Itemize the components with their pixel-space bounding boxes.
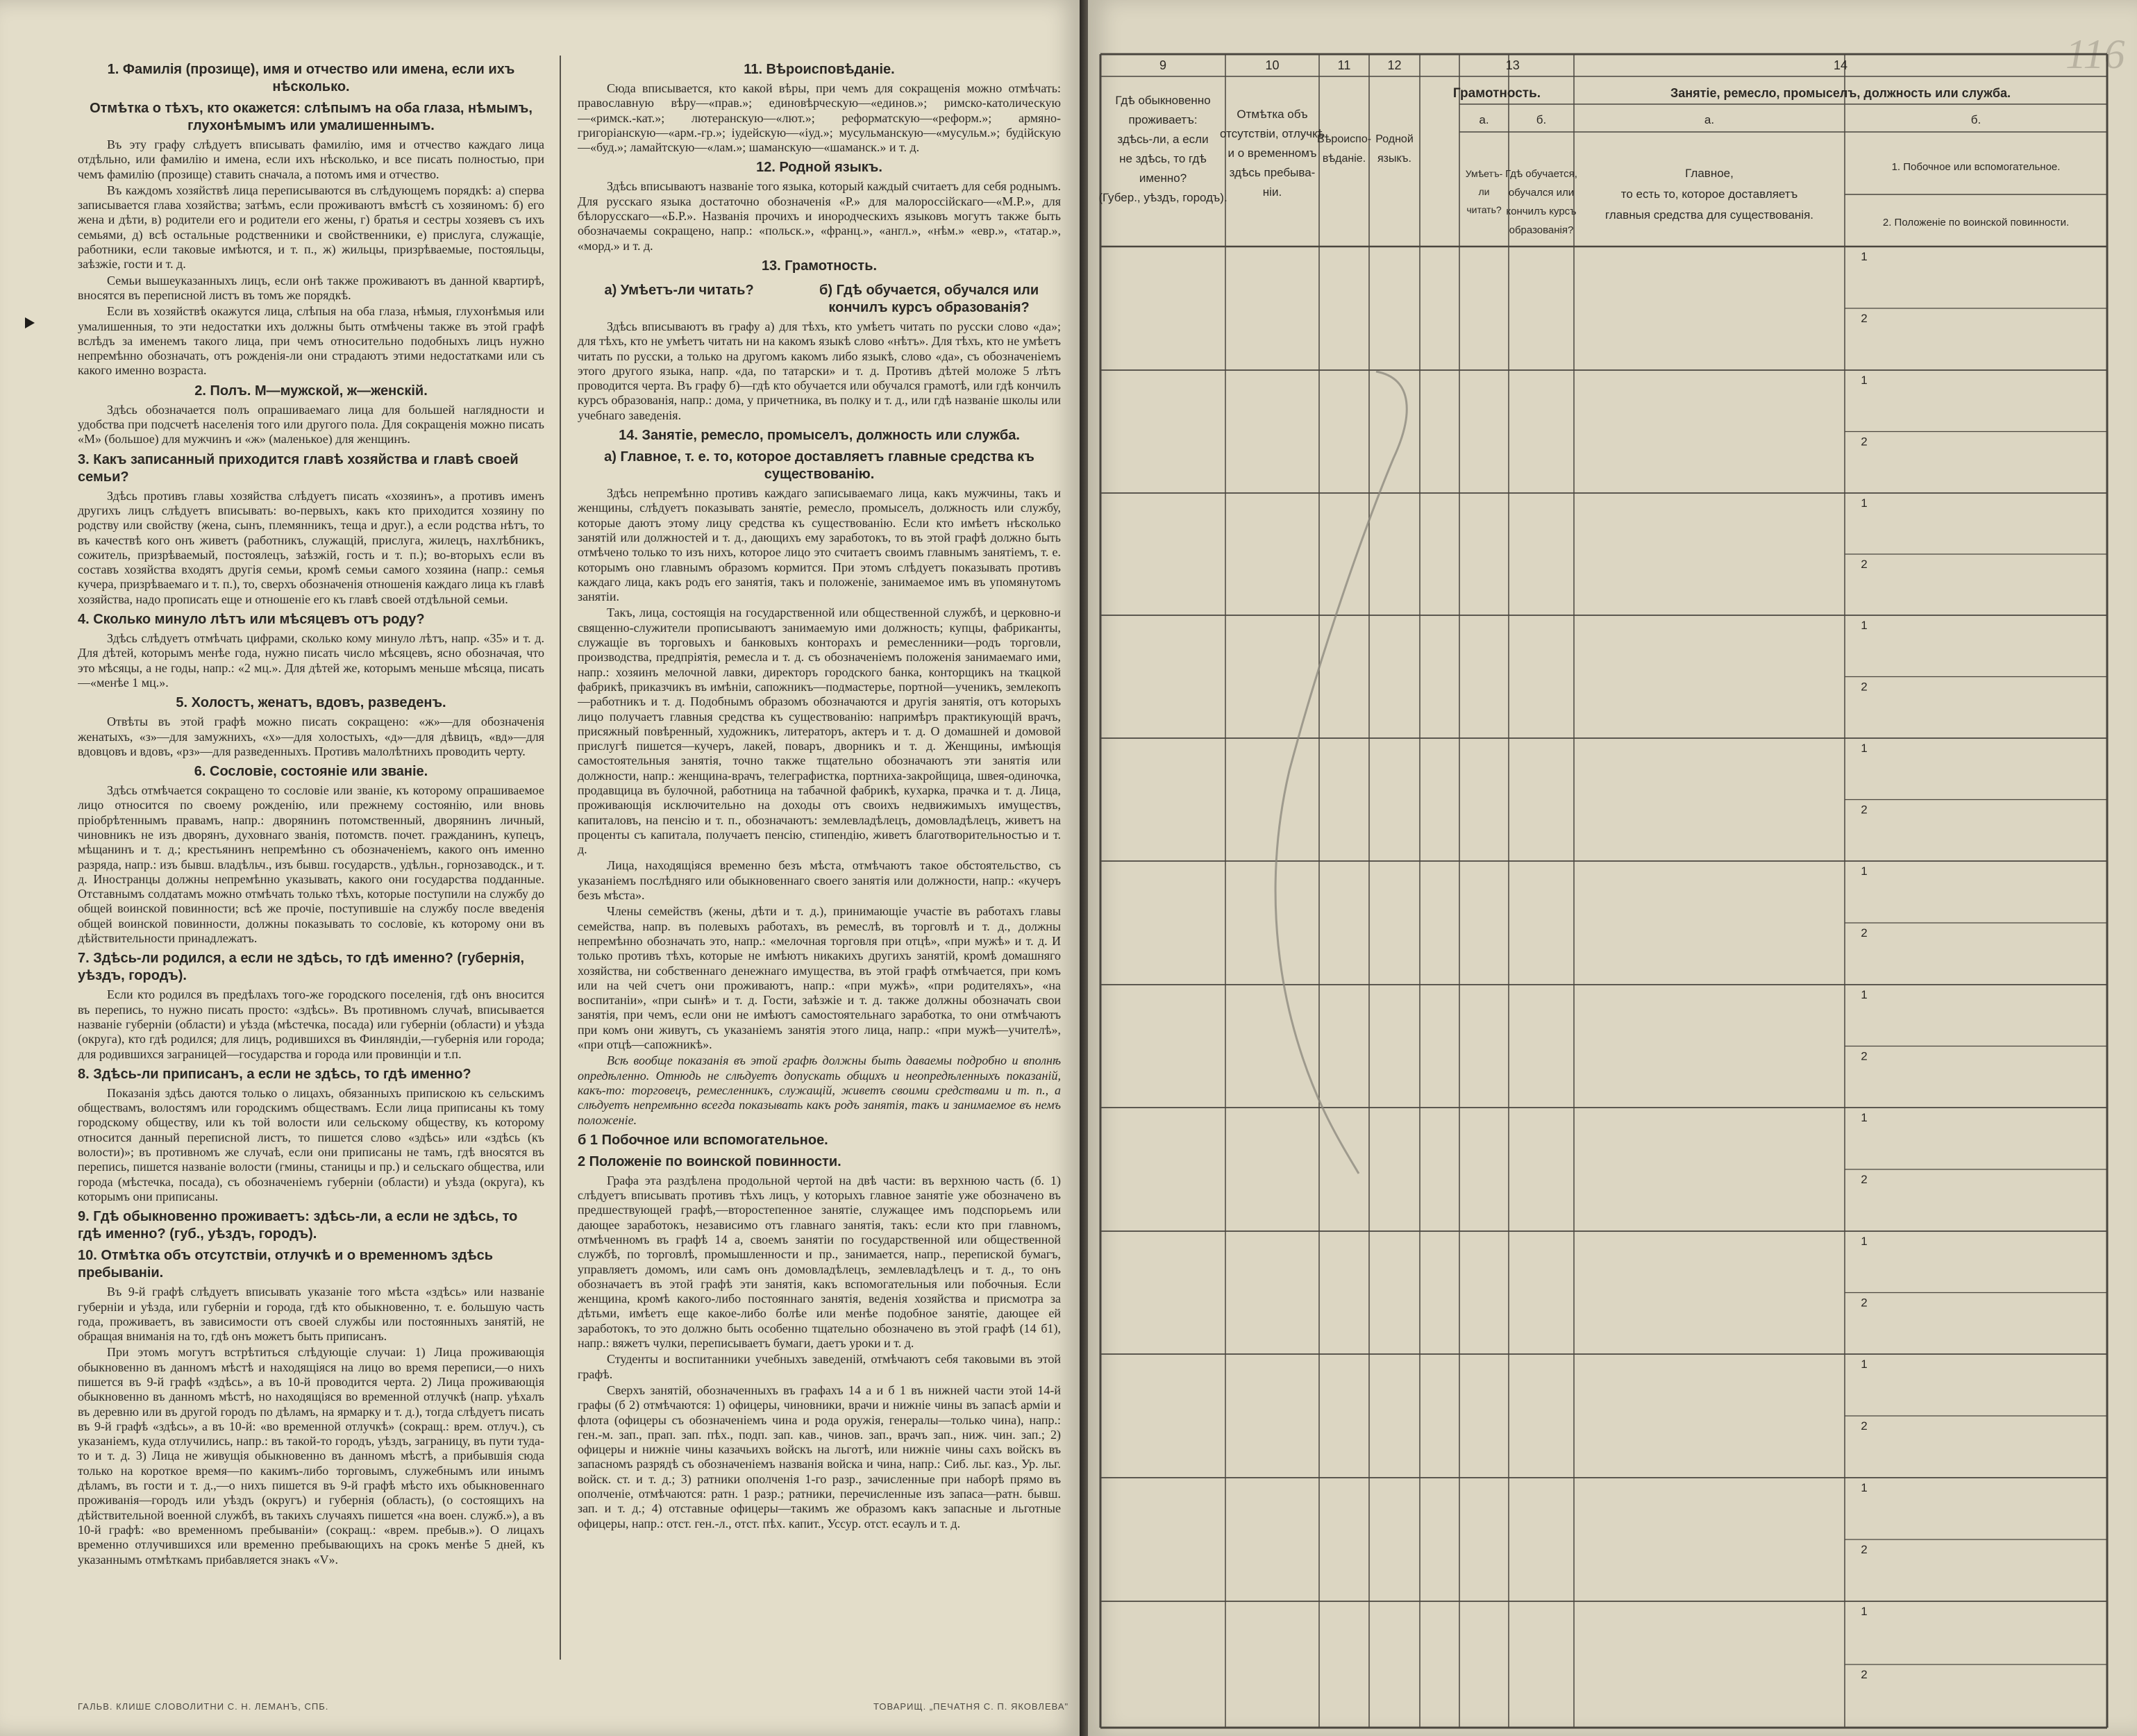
sub-row-label-1: 1 [1861,742,1868,755]
col10-header: Отмѣтка объ [1237,108,1308,121]
section-14-text: Здѣсь непремѣнно противъ каждаго записываемаго лица, какъ мужчины, такъ и женщины, слѣдуетъ показывать занятіе, ремесло, промыселъ, должность или службу, которые даютъ этому лицу средства къ существованію. Если кто имѣетъ нѣсколько занятій или должностей и т. д., дающихъ ему заработокъ, то въ этой графѣ должно быть отмѣчено только то изъ нихъ, которое лицо это считаетъ своимъ главнымъ занятіемъ, т. е. которымъ оно главнымъ образомъ кормится. При этомъ слѣдуетъ показывать противъ каждаго лица, какъ родъ его занятія, такъ и положеніе, занимаемое имъ въ упомянутомъ занятіи. [578,486,1061,604]
section-14-text: Лица, находящіяся временно безъ мѣста, отмѣчаютъ такое обстоятельство, съ указаніемъ послѣдняго или обыкновеннаго своего занятія или должности, напр.: «кучеръ безъ мѣста». [578,858,1061,903]
col12-header: языкъ. [1377,153,1411,165]
sub-row-label-2: 2 [1861,1296,1868,1310]
occupation-a-header: Главное, [1685,167,1734,180]
section-11-text: Сюда вписывается, кто какой вѣры, при чемъ для сокращенія можно отмѣчать: православную вѣру—«прав.»; единовѣрческую—«единов.»; римско-католическую—«римск.-кат.»; лютеранскую—«лют.»; реформатскую—«реформ.»; армяно-григоріанскую—«арм.-гр.»; іудейскую—«іуд.»; мусульманскую—«мусульм.»; будійскую—«буд.»; ламайтскую—«лам.»; шаманскую—«шаманск.» и т. д. [578,81,1061,155]
section-13-heading: 13. Грамотность. [761,258,878,274]
col12-header: Родной [1375,133,1414,145]
sub-row-label-2: 2 [1861,1543,1868,1556]
literacy-b-label: б. [1536,113,1547,126]
section-1-text: Если въ хозяйствѣ окажутся лица, слѣпыя на оба глаза, нѣмыя, глухонѣмыя или умалишенныя, то эти недостатки ихъ должны быть отмѣчены также въ этой графѣ вслѣдъ за именемъ такого лица, при чемъ относительно подобныхъ лицъ нужно непремѣнно обозначать, отъ рожденія-ли они страдаютъ этими недостатками или съ какого именно возраста. [78,304,544,378]
section-8-heading: 8. Здѣсь-ли приписанъ, а если не здѣсь, то гдѣ именно? [78,1066,471,1082]
occupation-b1-header: 1. Побочное или вспомогательное. [1891,161,2061,173]
section-3-heading: 3. Какъ записанный приходится главѣ хозяйства и главѣ своей семьи? [78,451,519,485]
section-1-text: Въ каждомъ хозяйствѣ лица переписываются въ слѣдующемъ порядкѣ: а) сперва записывается глава хозяйства; затѣмъ, если проживаютъ вмѣстѣ съ хозяиномъ: б) его жена и дѣти, в) родители его и родители его жены, г) братья и сестры хозяевъ съ ихъ семьями, д) всѣ остальные родственники и свойственники, е) прислуга, служащіе, работники, если таковые имѣются, и т. п., ж) жильцы, призрѣваемые, постояльцы, заѣзжіе, гости и т. д. [78,183,544,272]
section-5-heading: 5. Холостъ, женатъ, вдовъ, разведенъ. [176,695,446,711]
occupation-header: Занятіе, ремесло, промыселъ, должность или служба. [1670,86,2011,100]
pencil-stroke [1275,372,1407,1174]
occupation-b2-header: 2. Положеніе по воинской повинности. [1882,217,2070,228]
literacy-a-header: Умѣетъ- [1465,168,1503,179]
book-gutter [1080,0,1088,1736]
sub-row-label-2: 2 [1861,435,1868,449]
section-9-text: Въ 9-й графѣ слѣдуетъ вписывать указаніе того мѣста «здѣсь» или названіе губерніи и уѣзда, или губерніи и города, гдѣ кто обыкновенно, т. е. большую часть года, проживаетъ, въ зависимости отъ своей службы или постоянныхъ занятій, не обращая вниманія на то, гдѣ онъ можетъ быть приписанъ. [78,1285,544,1344]
sub-row-label-2: 2 [1861,312,1868,325]
section-4-text: Здѣсь слѣдуетъ отмѣчать цифрами, сколько кому минуло лѣтъ, напр. «35» и т. д. Для дѣтей, которымъ менѣе года, нужно писать число мѣсяцевъ, ясно обозначая, что это мѣсяцы, а не годы, напр.: «2 мц.». Для дѣтей же, которымъ меньше мѣсяца, писать—«менѣе 1 мц.». [78,631,544,690]
section-2-text: Здѣсь обозначается полъ опрашиваемаго лица для большей наглядности и удобства при подсчетѣ населенія того или другого пола. Для сокращенія можно писать «М» (большое) для мужчинъ и «ж» (маленькое) для женщинъ. [78,402,544,446]
sub-row-label-2: 2 [1861,558,1868,571]
sub-row-label-1: 1 [1861,865,1868,878]
sub-row-label-2: 2 [1861,1173,1868,1186]
section-6-text: Здѣсь отмѣчается сокращено то сословіе или званіе, къ которому опрашиваемое лицо относится по своему рожденію, или прежнему состоянію, или вновь пріобрѣтеннымъ правамъ, напр.: дворянинъ потомственный, дворянинъ личный, чиновникъ не изъ дворянъ, духовнаго званія, потомств. почет. гражданинъ, купецъ, мѣщанинъ и т. д.; крестьянинъ непремѣнно съ обозначеніемъ, какого онъ именно разряда, напр.: изъ бывш. владѣльч., изъ бывш. государств., удѣльн., горнозаводск., и т. д. Иностранцы должны непремѣнно указывать, какого они государства подданные. Отставнымъ солдатамъ можно отмѣчать только тѣхъ, которые поступили на службу до общей воинской повинности; всѣ же прочіе, поступившіе на службу после введенія общей воинской повинности, должны показывать то сословіе, къ которому они въ дѣйствительности принадлежатъ. [78,783,544,946]
section-3-text: Здѣсь противъ главы хозяйства слѣдуетъ писать «хозяинъ», а противъ именъ другихъ лицъ слѣдуетъ вписывать: во-первыхъ, какъ кто приходится хозяину по родству или свойству (жена, сынъ, племянникъ, теща и друг.), а если родства нѣтъ, то въ качествѣ кого онъ живетъ (работникъ, служащій, прислуга, жилецъ, нахлѣбникъ, сожитель, призрѣваемый, постоялецъ, заѣзжій, гость и т. п.); во-вторыхъ если въ составъ хозяйства входятъ другія семьи, кромѣ семьи самого хозяина (напр.: семья кучера, призрѣваемаго и т. п.), то, сверхъ обозначенія отношенія каждаго лица къ главѣ хозяйства, надо прописать еще и отношеніе его къ главѣ своей отдѣльной семьи. [78,488,544,606]
instructions-column-left [78,57,544,1654]
column-number: 12 [1387,58,1402,72]
sub-row-label-1: 1 [1861,1358,1868,1371]
section-14-heading: 14. Занятіе, ремесло, промыселъ, должность или служба. [619,428,1020,444]
col9-header: именно? [1139,172,1187,185]
section-14b1-heading: б 1 Побочное или вспомогательное. [578,1132,828,1148]
section-1-subheading: Отмѣтка о тѣхъ, кто окажется: слѣпымъ на оба глаза, нѣмымъ, глухонѣмымъ или умалишеннымъ. [90,101,533,133]
section-13a-heading: а) Умѣетъ-ли читать? [604,282,754,298]
printer-imprint-right: ТОВАРИЩ. „ПЕЧАТНЯ С. П. ЯКОВЛЕВА" [873,1701,1069,1712]
form-grid [1088,0,2137,1736]
col10-header: отсутствіи, отлучкѣ [1220,127,1325,140]
col10-header: и о временномъ [1227,147,1317,160]
sub-row-label-2: 2 [1861,1668,1868,1681]
literacy-b-header: кончилъ курсъ [1506,206,1577,217]
section-10-heading: 10. Отмѣтка объ отсутствіи, отлучкѣ и о временномъ здѣсь пребываніи. [78,1248,494,1281]
sub-row-label-1: 1 [1861,619,1868,632]
page-number: 116 [2065,31,2125,77]
section-13b-heading: б) Гдѣ обучается, обучался или кончилъ курсъ образованія? [819,282,1039,315]
literacy-a-label: а. [1479,113,1489,126]
printer-imprint-left: ГАЛЬВ. КЛИШЕ СЛОВОЛИТНИ С. Н. ЛЕМАНЪ, СПБ. [78,1701,329,1712]
col9-header: Гдѣ обыкновенно [1115,94,1211,107]
col11-header: вѣданіе. [1322,153,1366,165]
literacy-header: Грамотность. [1452,86,1541,101]
column-divider [560,56,561,1660]
section-4-heading: 4. Сколько минуло лѣтъ или мѣсяцевъ отъ роду? [78,612,425,628]
sub-row-label-1: 1 [1861,1605,1868,1618]
section-7-heading: 7. Здѣсь-ли родился, а если не здѣсь, то гдѣ именно? (губернія, уѣздъ, городъ). [78,951,525,984]
column-number: 14 [1833,58,1848,72]
section-2-heading: 2. Полъ. М—мужской, ж—женскій. [194,383,428,399]
col9-header: проживаетъ: [1128,113,1198,126]
section-14-text: Студенты и воспитанники учебныхъ заведеній, отмѣчаютъ себя таковыми въ этой графѣ. [578,1352,1061,1381]
section-5-text: Отвѣты въ этой графѣ можно писать сокращено: «ж»—для обозначенія женатыхъ, «з»—для замужнихъ, «х»—для холостыхъ, «д»—для дѣвицъ, «вд»—для вдовцовъ и вдовъ, «рз»—для разведенныхъ. Противъ малолѣтнихъ проводить черту. [78,715,544,758]
section-14-subheading: а) Главное, т. е. то, которое доставляетъ главные средства къ существованію. [604,449,1034,483]
column-number: 13 [1505,58,1520,72]
occupation-b-label: б. [1970,113,1981,126]
section-14b2-heading: 2 Положеніе по воинской повинности. [578,1153,841,1169]
section-9-heading: 9. Гдѣ обыкновенно проживаетъ: здѣсь-ли, а если не здѣсь, то гдѣ именно? (губ., уѣздъ, городъ). [78,1209,518,1242]
section-14-text: Сверхъ занятій, обозначенныхъ въ графахъ 14 а и б 1 въ нижней части этой 14-й графы (б 2) отмѣчаются: 1) офицеры, чиновники, врачи и нижніе чины въ запасѣ арміи и флота (офицеры съ обозначеніемъ чина и рода оружія, генералы—только чина), напр.: ген.-м. зап., прап. зап. пѣх., подп. зап. кав., чинов. зап., врачъ зап., ниж. чин. зап.; 2) офицеры и нижніе чины казачьихъ войскъ на льготѣ, или нижніе чины сахъ войскъ въ запасномъ разрядѣ съ обозначеніемъ названія войска и чина, напр.: Сиб. льг. каз., Ур. льг. войск. ст. и т. д.; 3) ратники ополченія 1-го разр., зачисленные при наборѣ прямо въ ополченіе, отмѣчаются: ратн. 1 разр.; ратники, перечисленные изъ запаса—ратн. бывш. зап. и т. д.; 4) отставные офицеры—такимъ же образомъ какъ запасные и льготные офицеры, напр.: отст. ген.-л., отст. пѣх. капит., Уссур. отст. есаулъ и т. д. [578,1383,1061,1530]
col10-header: здѣсь пребыва- [1229,166,1316,179]
sub-row-label-1: 1 [1861,374,1868,387]
margin-arrow-icon [25,317,35,328]
section-8-text: Показанія здѣсь даются только о лицахъ, обязанныхъ припискою къ сельскимъ обществамъ, волостямъ или городскимъ обществамъ. Если лица приписаны къ тому городскому обществу, или къ той волости или сельскому обществу, къ которому относится данный переписной листъ, то пишется слово «здѣсь» или «здѣсь (къ волости)»; въ противномъ же случаѣ, если они приписаны не тамъ, гдѣ вносятся въ перепись, пишется названіе волости (гмины, станицы и пр.) и сельскаго общества, или города (мѣстечка, посада), съ обозначеніемъ губерніи (области) и уѣзда (округа), къ которымъ они приписаны. [78,1085,544,1203]
sub-row-label-1: 1 [1861,496,1868,510]
section-14-text: Всѣ вообще показанія въ этой графѣ должны быть даваемы подробно и вполнѣ опредѣленно. Отнюдь не слѣдуетъ допускать общихъ и неопредѣленныхъ показаній, какъ-то: торговецъ, ремесленникъ, служащій, живетъ своими средствами и т. п., а слѣдуетъ непремѣнно всегда показывать какъ родъ занятія, такъ и занимаемое въ немъ положеніе. [578,1053,1061,1127]
column-number: 11 [1337,58,1351,72]
section-1-heading: 1. Фамилія (прозищe), имя и отчество или имена, если ихъ нѣсколько. [107,62,515,94]
column-number: 10 [1265,58,1280,72]
column-number: 9 [1159,58,1167,72]
section-6-heading: 6. Сословіе, состояніе или званіе. [194,764,428,780]
section-9-text: При этомъ могутъ встрѣтиться слѣдующіе случаи: 1) Лица проживающія обыкновенно въ данномъ мѣстѣ и находящіяся на лицо во время переписи,—о нихъ пишется въ 9-й графѣ «здѣсь», а въ 10-й проводится черта. 2) Лица проживающія обыкновенно въ данномъ мѣстѣ, но находящіяся во временной отлучкѣ (напр. уѣхалъ въ деревню или въ другой городъ по дѣламъ, на ярмарку и т. д.), тогда слѣдуетъ писать въ 9-й графѣ «здѣсь», а въ 10-й: «во временной отлучкѣ» (сокращ.: врем. отлуч.), съ указаніемъ, куда отлучились, напр.: въ такой-то городъ, уѣздъ, заграницу, въ пути туда-то и т. д. 3) Лица не живущія обыкновенно въ данномъ мѣстѣ, а прибывшія сюда только на короткое время—по какимъ-либо торговымъ, служебнымъ или инымъ дѣламъ, въ гости и т. д.,—о нихъ пишется въ 9-й графѣ мѣсто ихъ обыкновеннаго проживанія—городъ или уѣздъ (округъ) и губернія (область), (о состоящихъ на дѣйствительной военной службѣ, въ такихъ случаяхъ пишется «на воен. служб.»), а въ 10-й графѣ: «во временномъ пребываніи» (сокращ.: «врем. пребыв.»). О лицахъ временно отлучившихся или временно пребывающихъ на срокъ менѣе 5 дней, къ указаннымъ отмѣткамъ прибавляется знакъ «V». [78,1345,544,1567]
section-1-text: Семьи вышеуказанныхъ лицъ, если онѣ также проживаютъ въ данной квартирѣ, вносятся въ переписной листъ въ томъ же порядкѣ. [78,273,544,302]
section-1-text: Въ эту графу слѣдуетъ вписывать фамилію, имя и отчество каждаго лица отдѣльно, или фамилію и имена, если ихъ нѣсколько, и все писать полностью, при чемъ фамилію (прозищe) ставить сначала, а потомъ имя и отчество. [78,137,544,181]
col9-header: не здѣсь, то гдѣ [1119,152,1207,165]
section-14-text: Графа эта раздѣлена продольной чертой на двѣ части: въ верхнюю часть (б. 1) слѣдуетъ вписывать противъ тѣхъ лицъ, у которыхъ главное занятіе уже обозначено въ предшествующей графѣ,—второстепенное занятіе, служащее имъ подспорьемъ или дающее заработокъ, независимо отъ главнаго занятія, такъ: если кто при главномъ, отмѣченномъ въ графѣ 14 а, своемъ занятіи по государственной или общественной службѣ, по торговлѣ, промышленности и пр., занимается, напр., перепиской бумагъ, управляетъ домомъ, или самъ онъ домовладѣлецъ, землевладѣлецъ и т. д., то онъ обозначаетъ въ этой графѣ эти занятія, какъ вспомогательныя или побочныя. Если женщина, кромѣ какого-либо постояннаго занятія, веденія хозяйства и присмотра за дѣтьми, имѣетъ еще какое-либо болѣе или менѣе подобное занятіе, дающее ей заработокъ, то это должно быть особенно тщательно обозначено въ этой графѣ (14 б1), напр.: вяжетъ чулки, переписываетъ бумаги, даетъ уроки и т. д. [578,1173,1061,1351]
col11-header: Вѣроиспо- [1316,133,1372,145]
instructions-column-right [578,57,1061,1654]
section-14-text: Члены семействъ (жены, дѣти и т. д.), принимающіе участіе въ работахъ главы семейства, напр. въ полевыхъ работахъ, въ ремеслѣ, въ торговлѣ и т. д., должны непремѣнно обозначать это, напр.: «мелочная торговля при отцѣ», «при мужѣ» и т. д. И только противъ тѣхъ, которые не имѣютъ никакихъ другихъ занятій, кромѣ домашняго хозяйства, ни собственнаго денежнаго имущества, въ этой графѣ отмѣчается, при комъ или на чей счетъ они проживаютъ, напр.: «при мужѣ», «при родителяхъ», «на воспитаніи», «при сынѣ» и т. д. Гости, заѣзжіе и т. д. также должны обозначать свои занятія, при чемъ, если они не имѣютъ самостоятельнаго заработка, то они отмѣчаютъ при комъ они живутъ, съ указаніемъ занятія этого лица, напр.: «при мужѣ—учителѣ», «при отцѣ—сапожникѣ». [578,904,1061,1052]
sub-row-label-2: 2 [1861,926,1868,940]
col9-header: (Губер., уѣздъ, городъ). [1098,191,1227,204]
census-form-page [1088,0,2137,1736]
section-13-text: Здѣсь вписываютъ въ графу а) для тѣхъ, кто умѣетъ читать по русски слово «да»; для тѣхъ, кто не умѣетъ читать ни на какомъ языкѣ слово «нѣтъ». Для тѣхъ, кто не умѣетъ читать по русски, а только на другомъ какомъ либо языкѣ, слово «да», съ обозначеніемъ этого другого языка, напр. «да, по татарски» и т. д. Противъ дѣтей моложе 5 лѣтъ проводится черта. Въ графу б)—гдѣ кто обучается или обучался грамотѣ, или гдѣ кончилъ курсъ образованія, напр.: дома, у причетника, въ полку и т. д., или гдѣ названіе школы или учебнаго заведенія. [578,319,1061,422]
col10-header: ніи. [1262,185,1282,199]
sub-row-label-1: 1 [1861,1235,1868,1248]
literacy-a-header: ли [1478,186,1490,197]
sub-row-label-1: 1 [1861,1481,1868,1494]
literacy-b-header: Гдѣ обучается, [1505,168,1577,180]
literacy-a-header: читать? [1466,204,1502,215]
occupation-a-header: то есть то, которое доставляетъ [1620,187,1798,201]
literacy-b-header: образованія? [1509,224,1574,236]
sub-row-label-1: 1 [1861,250,1868,263]
section-7-text: Если кто родился въ предѣлахъ того-же городского поселенія, гдѣ онъ вносится въ перепись, то нужно писать просто: «здѣсь». Въ противномъ случаѣ, вписывается названіе губерніи (области) и уѣзда (мѣстечка, посада) или губерніи (области) и уѣзда (округа), кто гдѣ родился; для лицъ, родившихся въ Финляндіи,—губернія или города; для родившихся заграницей—государства и города или провинціи и т.п. [78,987,544,1061]
section-12-heading: 12. Родной языкъ. [756,160,882,176]
section-13-subheads [578,278,1061,319]
section-12-text: Здѣсь вписываютъ названіе того языка, который каждый считаетъ для себя роднымъ. Для русскаго языка достаточно обозначенія «Р.» для малороссійскаго—«М.Р.», для бѣлорусскаго—«Б.Р.». Названія прочихъ и инородческихъ языковъ могутъ также быть обозначаемы сокращено, напр.: «польск.», «франц.», «англ.», «нѣм.» «евр.», «татар.», «морд.» и т. д. [578,179,1061,253]
sub-row-label-1: 1 [1861,1111,1868,1124]
sub-row-label-1: 1 [1861,988,1868,1001]
sub-row-label-2: 2 [1861,1419,1868,1433]
section-14-text: Такъ, лица, состоящія на государственной или общественной службѣ, и церковно-и священно-служители прописываютъ занимаемую ими должность; купцы, фабриканты, служащіе въ торговыхъ и банковыхъ конторахъ и ремесленники—родъ торговли, производства, предпріятія, ремесла и т. д. съ обозначеніемъ положенія занимаемаго ими, напр.: хозяинъ мелочной лавки, директоръ городского банка, конторщикъ на ткацкой фабрикѣ, приказчикъ въ имѣніи, сапожникъ—подмастерье, портной—ученикъ, землекопъ—работникъ и т. д. Подобнымъ образомъ обозначаются и другія занятія, отъ которыхъ лицо получаетъ главныя средства къ существованію: напримѣръ практикующій врачъ, присяжный повѣренный, художникъ, литераторъ, актеръ и т. д. О домашней и домовой прислугѣ пишется—кучеръ, лакей, поваръ, дворникъ и т. д. Женщины, имѣющія самостоятельныя занятія, точно также тщательно обозначаютъ эти занятія или должности, напр.: женщина-врачъ, телеграфистка, портниха-закройщица, швея-одиночка, продавщица въ булочной, работница на табачной фабрикѣ, кухарка, прачка и т. д. Лица, проживающія исключительно на доходы отъ своихъ недвижимыхъ имуществъ, капиталовъ, на пенсію и т. п., обозначаютъ: землевладѣлецъ, домовладѣлецъ, живетъ на проценты съ капитала, получаетъ пенсію, стипендію, живетъ благотворительностью и т. д. [578,606,1061,857]
sub-row-label-2: 2 [1861,680,1868,694]
sub-row-label-2: 2 [1861,803,1868,817]
section-11-heading: 11. Вѣроисповѣданіе. [744,62,895,77]
literacy-b-header: обучался или [1508,187,1575,199]
col9-header: здѣсь-ли, а если [1117,133,1209,146]
occupation-a-label: а. [1704,113,1715,126]
occupation-a-header: главныя средства для существованія. [1604,208,1814,222]
sub-row-label-2: 2 [1861,1049,1868,1063]
